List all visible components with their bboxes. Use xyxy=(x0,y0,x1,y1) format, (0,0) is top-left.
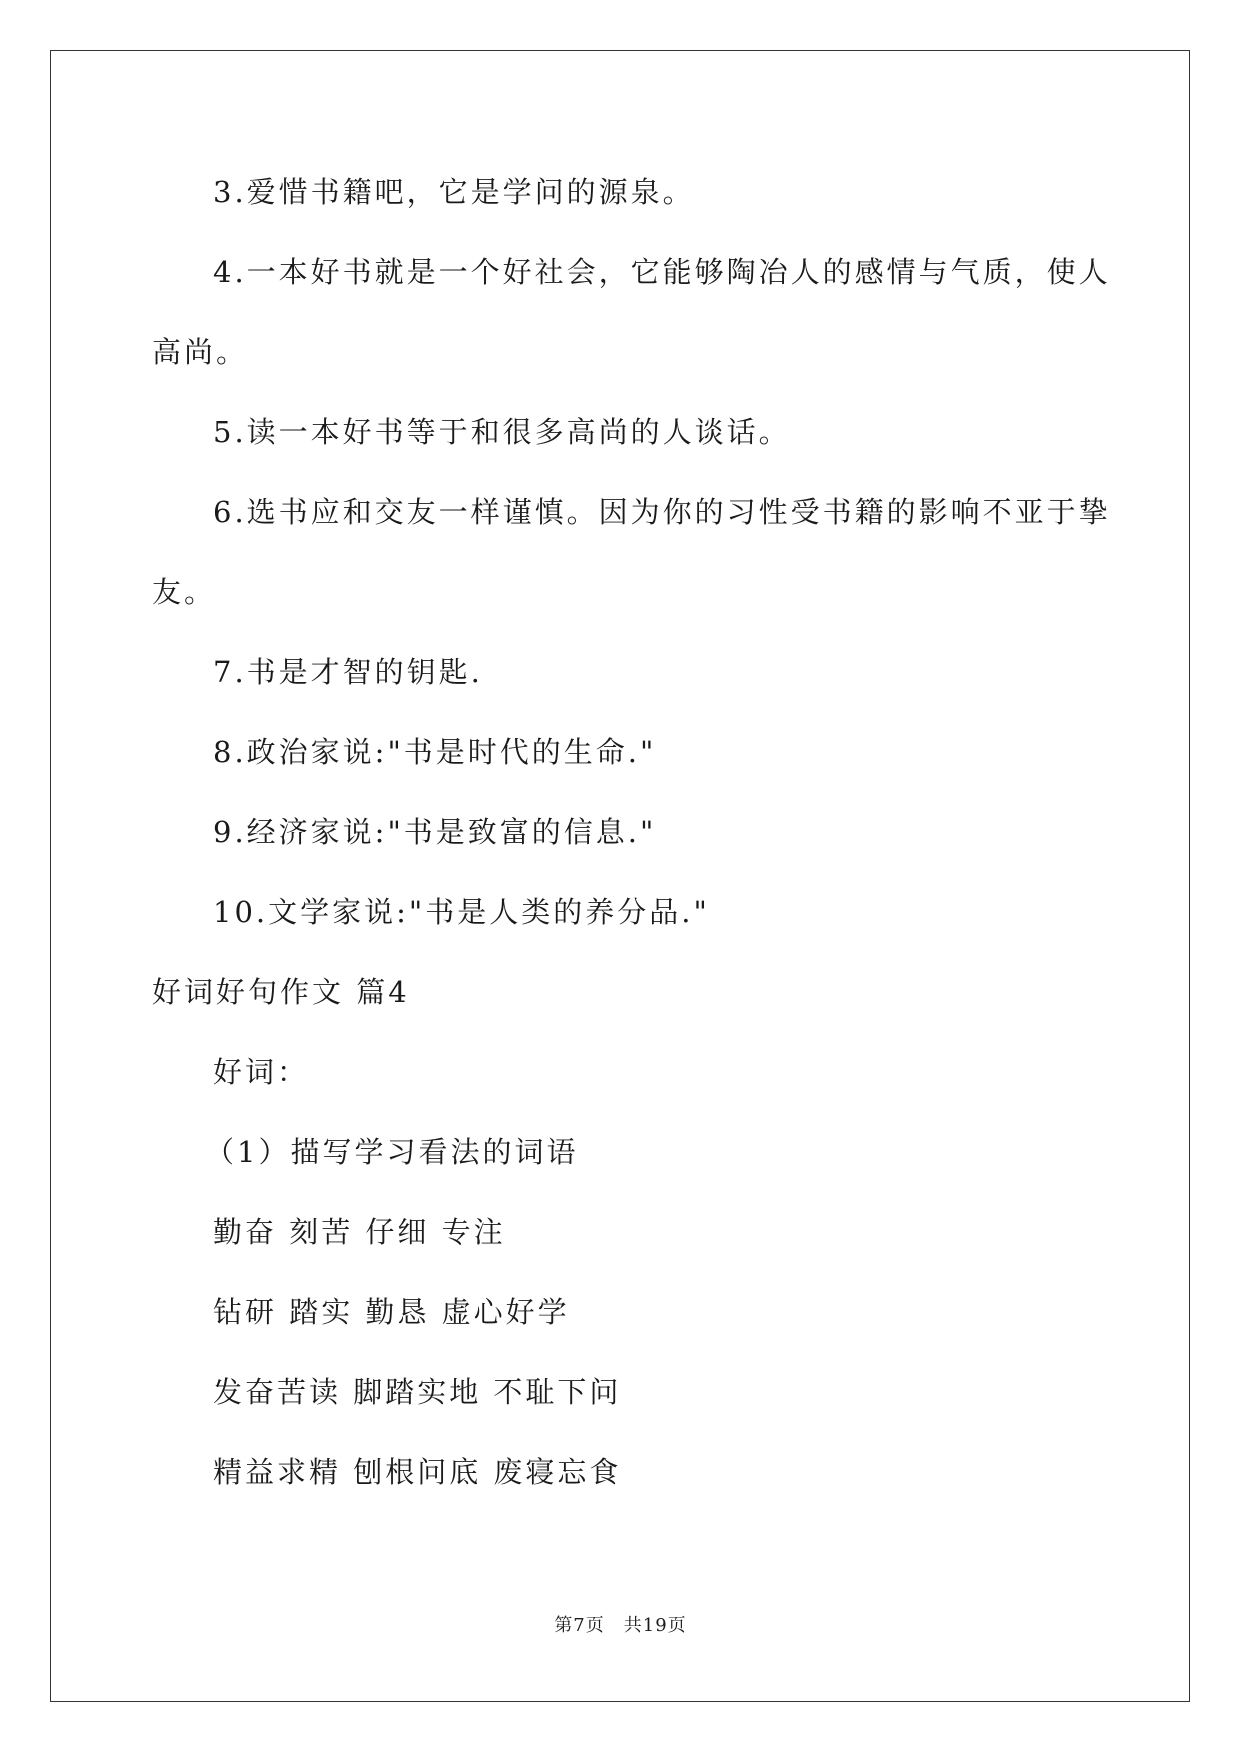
paragraph-quote-4: 4.一本好书就是一个好社会，它能够陶冶人的感情与气质，使人 xyxy=(213,255,1111,289)
paragraph-quote-3: 3.爱惜书籍吧，它是学问的源泉。 xyxy=(213,175,695,209)
word-list-line-3: 发奋苦读 脚踏实地 不耻下问 xyxy=(213,1375,622,1409)
paragraph-quote-6-continued: 友。 xyxy=(152,575,217,609)
paragraph-quote-7: 7.书是才智的钥匙. xyxy=(213,655,483,689)
section-heading: 好词好句作文 篇4 xyxy=(152,975,410,1009)
paragraph-quote-4-continued: 高尚。 xyxy=(152,335,249,369)
category-heading: （1）描写学习看法的词语 xyxy=(205,1135,579,1169)
paragraph-quote-10: 10.文学家说:"书是人类的养分品." xyxy=(213,895,710,929)
paragraph-quote-8: 8.政治家说:"书是时代的生命." xyxy=(213,735,657,769)
paragraph-quote-6: 6.选书应和交友一样谨慎。因为你的习性受书籍的影响不亚于挚 xyxy=(213,495,1111,529)
paragraph-quote-5: 5.读一本好书等于和很多高尚的人谈话。 xyxy=(213,415,791,449)
subheading-good-words: 好词： xyxy=(213,1055,310,1089)
page-number-footer: 第7页 共19页 xyxy=(554,1615,687,1636)
word-list-line-4: 精益求精 刨根问底 废寝忘食 xyxy=(213,1455,622,1489)
paragraph-quote-9: 9.经济家说:"书是致富的信息." xyxy=(213,815,657,849)
word-list-line-2: 钻研 踏实 勤恳 虚心好学 xyxy=(213,1295,570,1329)
word-list-line-1: 勤奋 刻苦 仔细 专注 xyxy=(213,1215,506,1249)
